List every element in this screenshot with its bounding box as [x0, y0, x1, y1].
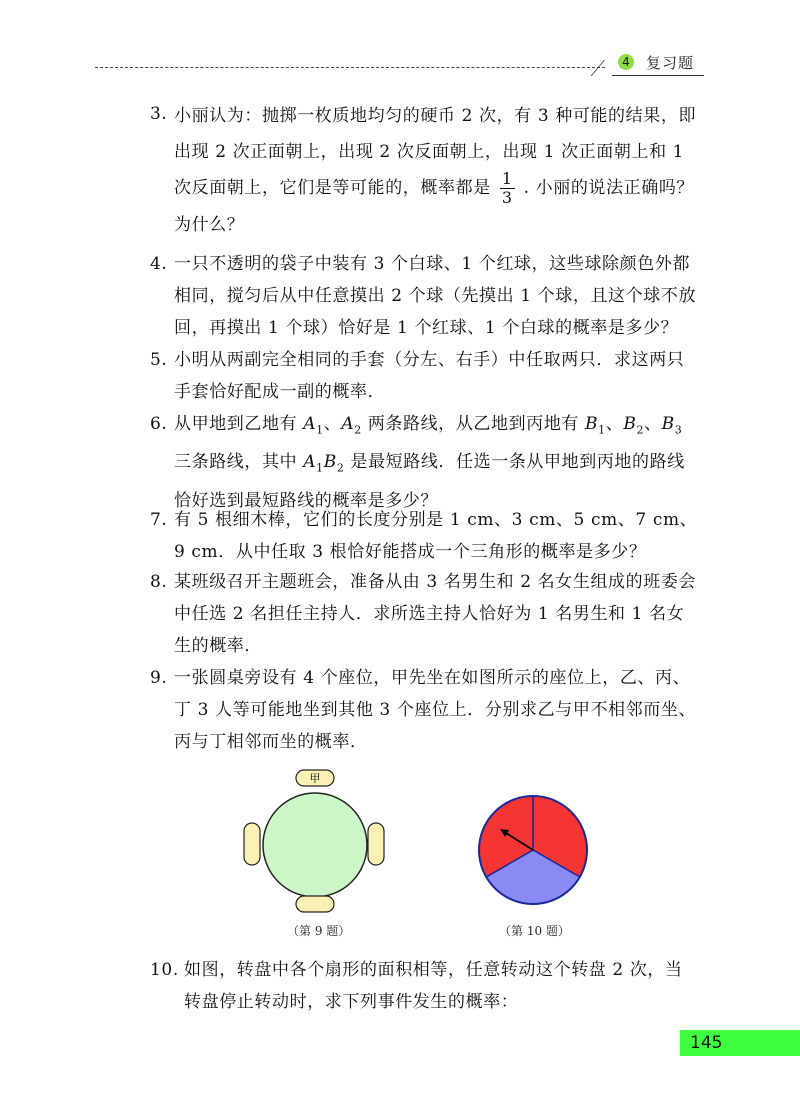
seat-bottom: [296, 896, 334, 912]
problem-text: 小丽认为：抛掷一枚质地均匀的硬币 2 次，有 3 种可能的结果，即出现 2 次正面朝上，出现 2 次反面朝上，出现 1 次正面朝上和 1 次反面朝上，它们是等可能的，概率都是: [174, 106, 697, 198]
seat-right: [368, 823, 384, 865]
chapter-number-badge: 4: [618, 54, 634, 70]
figure-9-caption: （第 9 题）: [287, 924, 351, 938]
header-underline: [612, 75, 704, 76]
seat-left: [244, 823, 260, 865]
problem-7: [150, 504, 698, 568]
figure-9-round-table: [240, 768, 390, 918]
problem-text: 从甲地到乙地有 $A_1$、$A_2$ 两条路线，从乙地到丙地有 $B_1$、$B_2$、$B_3$三条路线，其中 $A_1B_2$ 是最短路线．任选一条从甲地到丙地的路线恰好选到最短路线的概率是多少？: [174, 414, 685, 511]
chapter-title: 复习题: [646, 54, 695, 72]
problem-text-tail: . 小丽的说法正确吗？为什么？: [174, 178, 695, 235]
problem-text: 一只不透明的袋子中装有 3 个白球、1 个红球，这些球除颜色外都相同，搅匀后从中任意摸出 2 个球（先摸出 1 个球，且这个球不放回，再摸出 1 个球）恰好是 1 个红球、1 个白球的概率是多少？: [174, 254, 697, 338]
page-number: 145: [690, 1033, 723, 1053]
fraction-one-third: [500, 170, 515, 207]
problem-number: 3.: [150, 104, 168, 124]
problem-3: [150, 98, 698, 243]
problem-6: [150, 408, 698, 517]
figure-10-spinner: [476, 793, 590, 907]
problem-4: [150, 248, 698, 344]
problem-text: 如图，转盘中各个扇形的面积相等，任意转动这个转盘 2 次，当转盘停止转动时，求下列事件发生的概率：: [184, 960, 683, 1012]
problem-number: 6.: [150, 414, 168, 434]
fraction-denominator: 3: [501, 188, 513, 207]
problem-number: 10.: [150, 960, 179, 980]
problem-number: 4.: [150, 254, 168, 274]
fraction-numerator: 1: [501, 169, 513, 188]
problem-number: 5.: [150, 350, 168, 370]
problem-number: 8.: [150, 572, 168, 592]
problem-number: 9.: [150, 668, 168, 688]
problem-5: [150, 344, 698, 408]
header-dashed-rule: [95, 67, 605, 68]
round-table: [263, 793, 367, 897]
problem-8: [150, 566, 698, 662]
figure-10-caption: （第 10 题）: [499, 924, 570, 938]
header-slant-line: [591, 60, 621, 76]
problem-number: 7.: [150, 510, 168, 530]
seat-label: 甲: [309, 772, 321, 785]
problem-text: 某班级召开主题班会，准备从由 3 名男生和 2 名女生组成的班委会中任选 2 名担任主持人．求所选主持人恰好为 1 名男生和 1 名女生的概率．: [174, 572, 697, 656]
problem-9: [150, 662, 698, 758]
problem-10: [150, 954, 698, 1018]
problem-text: 有 5 根细木棒，它们的长度分别是 1 cm、3 cm、5 cm、7 cm、9 cm．从中任取 3 根恰好能搭成一个三角形的概率是多少？: [174, 510, 698, 562]
problem-text: 小明从两副完全相同的手套（分左、右手）中任取两只．求这两只手套恰好配成一副的概率．: [174, 350, 685, 402]
problem-text: 一张圆桌旁设有 4 个座位，甲先坐在如图所示的座位上，乙、丙、丁 3 人等可能地坐到其他 3 个座位上．分别求乙与甲不相邻而坐、丙与丁相邻而坐的概率．: [174, 668, 697, 752]
